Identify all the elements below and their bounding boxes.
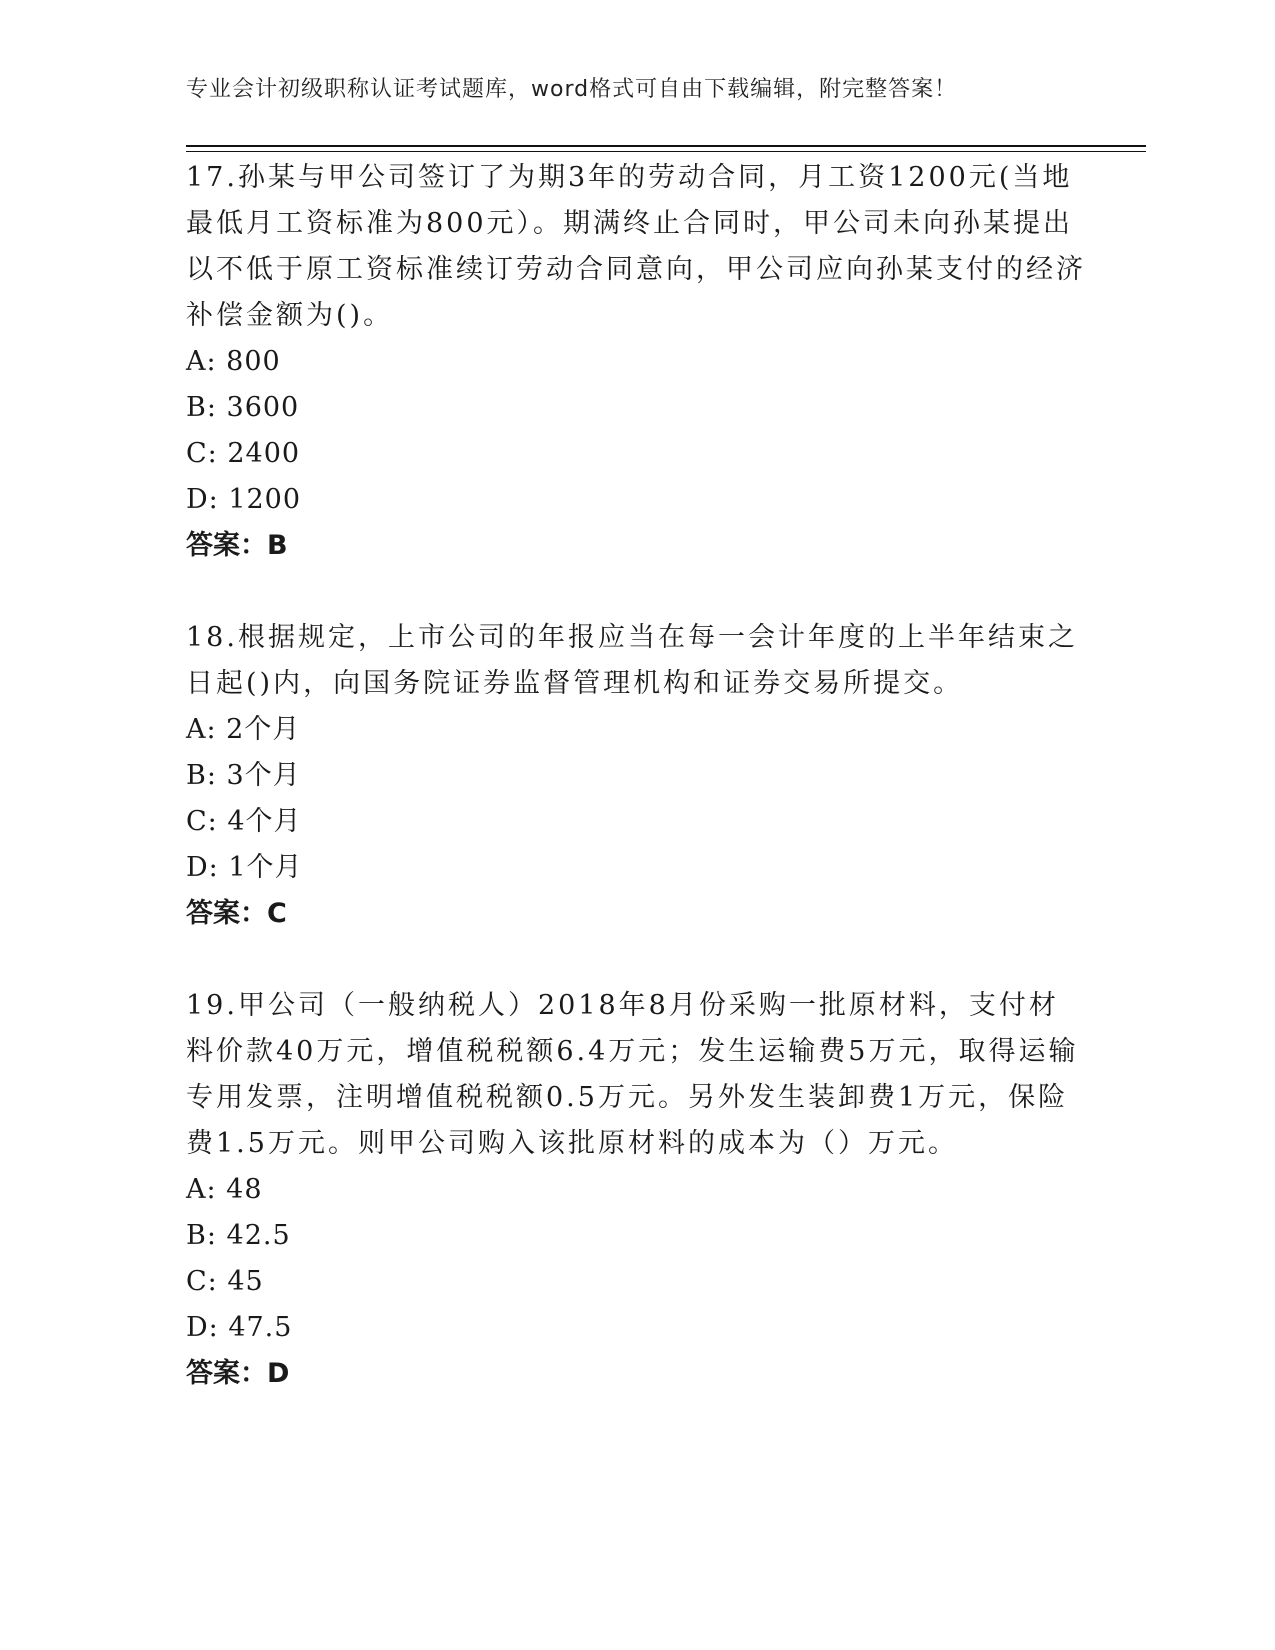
option-a: A: 48: [186, 1174, 263, 1205]
option-d: D: 47.5: [186, 1312, 293, 1343]
spacer: [186, 937, 1086, 983]
option-b: B: 3600: [186, 392, 300, 423]
option-c: C: 2400: [186, 438, 301, 469]
question-text: 18.根据规定，上市公司的年报应当在每一会计年度的上半年结束之日起()内，向国务院证券监督管理机构和证券交易所提交。: [186, 622, 1078, 699]
option-b: B: 42.5: [186, 1220, 291, 1251]
header-rule-thin: [186, 151, 1146, 152]
option-c: C: 45: [186, 1266, 264, 1297]
option-b: B: 3个月: [186, 760, 301, 791]
option-d: D: 1个月: [186, 852, 303, 883]
answer: 答案：C: [186, 898, 287, 929]
question-18: [186, 615, 1086, 937]
question-text: 17.孙某与甲公司签订了为期3年的劳动合同，月工资1200元(当地最低月工资标准为800元）。期满终止合同时，甲公司未向孙某提出以不低于原工资标准续订劳动合同意向，甲公司应向孙某支付的经济补偿金额为()。: [186, 162, 1086, 331]
option-a: A: 800: [186, 346, 281, 377]
question-17: [186, 155, 1086, 569]
spacer: [186, 569, 1086, 615]
option-a: A: 2个月: [186, 714, 301, 745]
question-19: [186, 983, 1086, 1397]
question-text: 19.甲公司（一般纳税人）2018年8月份采购一批原材料，支付材料价款40万元，增值税税额6.4万元；发生运输费5万元，取得运输专用发票，注明增值税税额0.5万元。另外发生装卸费1万元，保险费1.5万元。则甲公司购入该批原材料的成本为（）万元。: [186, 990, 1079, 1159]
answer: 答案：D: [186, 1358, 290, 1389]
page-header: 专业会计初级职称认证考试题库，word格式可自由下载编辑，附完整答案！: [186, 77, 958, 102]
answer: 答案：B: [186, 530, 288, 561]
option-d: D: 1200: [186, 484, 302, 515]
header-rule-thick: [186, 145, 1146, 147]
question-list: [186, 155, 1086, 1397]
option-c: C: 4个月: [186, 806, 302, 837]
